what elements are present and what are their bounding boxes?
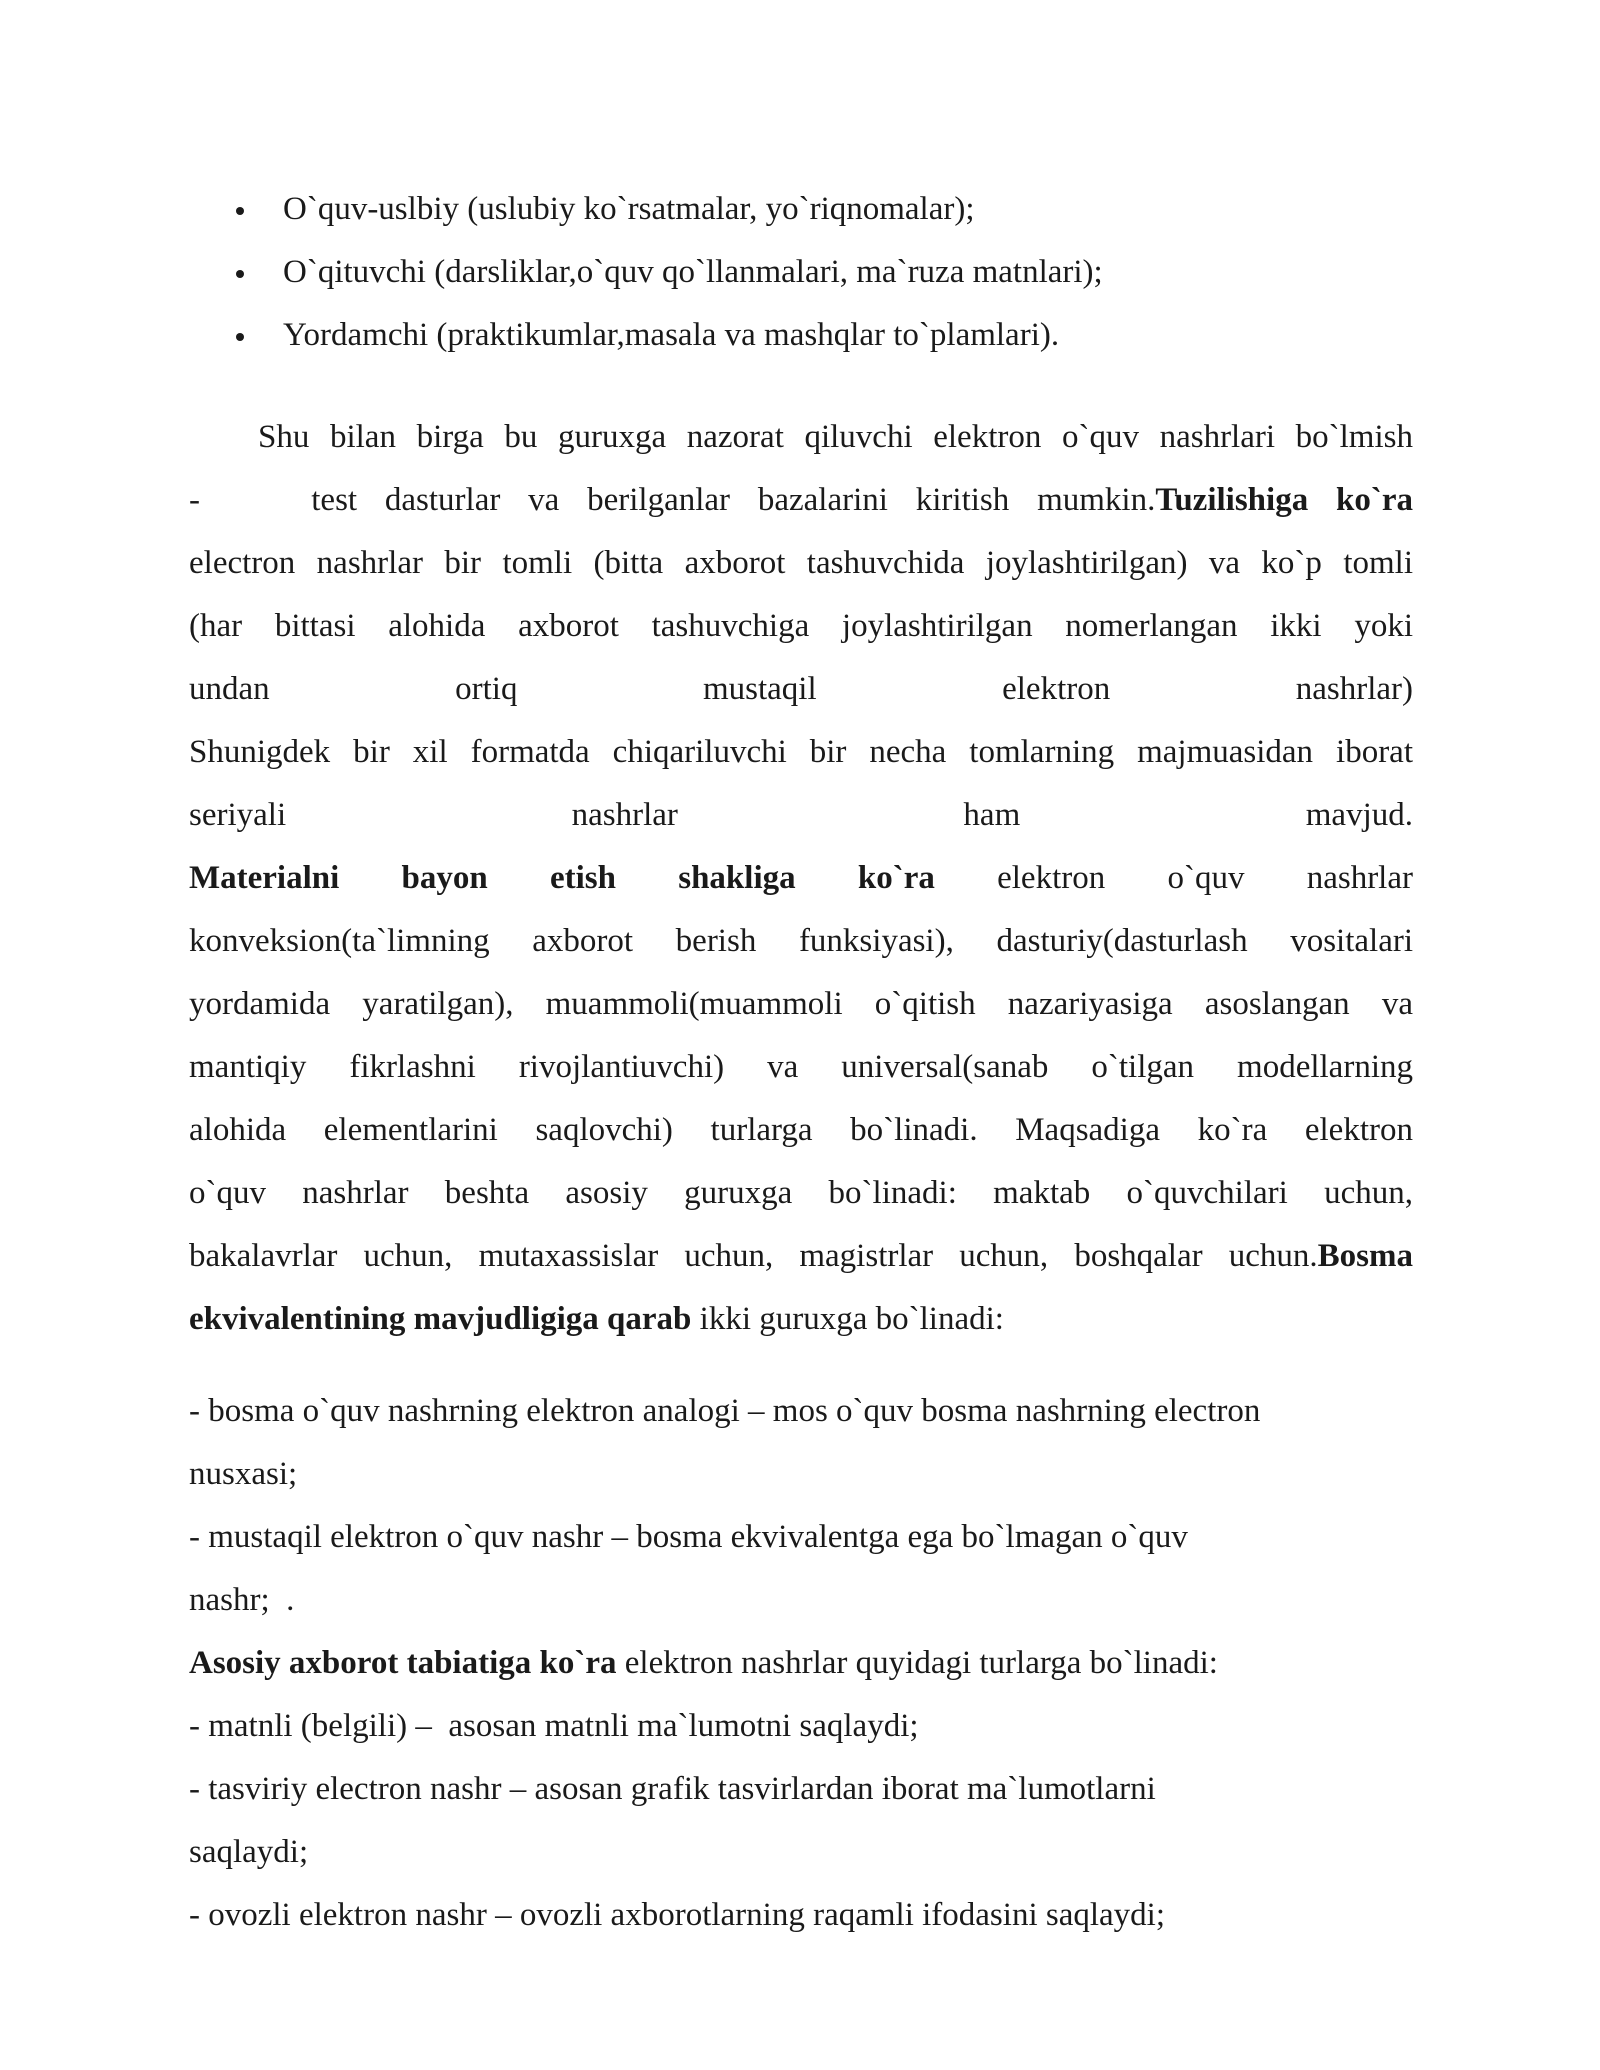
text-line: nashr; .: [189, 1582, 295, 1618]
list-item: [189, 304, 1413, 367]
list-item: [189, 241, 1413, 304]
bullet-list: [189, 178, 1413, 367]
paragraph-line: [189, 1225, 1413, 1288]
paragraph-line: [189, 1099, 1413, 1162]
bullet-icon: [236, 207, 244, 215]
paragraph-text: bakalavrlar uchun, mutaxassislar uchun, magistrlar uchun, boshqalar uchun.: [189, 1238, 1318, 1274]
text-line: - ovozli elektron nashr – ovozli axborotlarning raqamli ifodasini saqlaydi;: [189, 1897, 1165, 1933]
paragraph-line: [189, 973, 1413, 1036]
paragraph-line: [189, 532, 1413, 595]
list-item: [189, 178, 1413, 241]
bullet-icon: [236, 270, 244, 278]
paragraph-line: [189, 406, 1413, 469]
text-line: - bosma o`quv nashrning elektron analogi – mos o`quv bosma nashrning electron: [189, 1393, 1261, 1429]
paragraph-line: [189, 1288, 1413, 1351]
paragraph-line: [189, 595, 1413, 658]
paragraph-line: [189, 910, 1413, 973]
paragraph-line: [189, 721, 1413, 784]
paragraph-text: ikki guruxga bo`linadi:: [691, 1301, 1004, 1337]
paragraph-line: [189, 469, 1413, 532]
paragraph-text: yordamida yaratilgan), muammoli(muammoli o`qitish nazariyasiga asoslangan va: [189, 986, 1413, 1022]
bold-heading-nature: Asosiy axborot tabiatiga ko`ra: [189, 1645, 617, 1681]
paragraph-text: undan ortiq mustaqil elektron nashrlar): [189, 671, 1413, 707]
paragraph-text: electron nashrlar bir tomli (bitta axborot tashuvchida joylashtirilgan) va ko`p tomli: [189, 545, 1413, 581]
paragraph-line: [189, 784, 1413, 847]
bold-heading-structure: Tuzilishiga ko`ra: [1155, 482, 1413, 518]
lower-section: [189, 1380, 1413, 1947]
bold-heading-form: Materialni bayon etish shakliga ko`ra: [189, 860, 935, 896]
paragraph-text: alohida elementlarini saqlovchi) turlarga bo`linadi. Maqsadiga ko`ra elektron: [189, 1112, 1413, 1148]
paragraph-text: seriyali nashrlar ham mavjud.: [189, 797, 1413, 833]
text-line: nusxasi;: [189, 1456, 298, 1492]
paragraph-text: elektron o`quv nashrlar: [934, 860, 1413, 896]
text-line: saqlaydi;: [189, 1834, 309, 1870]
paragraph-line: [189, 1162, 1413, 1225]
paragraph-line: [189, 658, 1413, 721]
bold-heading-equivalent: Bosma: [1317, 1238, 1413, 1274]
paragraph-line: [189, 847, 1413, 910]
bullet-icon: [236, 333, 244, 341]
paragraph-text: Shunigdek bir xil formatda chiqariluvchi bir necha tomlarning majmuasidan iborat: [189, 734, 1413, 770]
paragraph-text: (har bittasi alohida axborot tashuvchiga joylashtirilgan nomerlangan ikki yoki: [189, 608, 1413, 644]
text-line: [189, 1632, 1413, 1695]
text-line: - tasviriy electron nashr – asosan grafik tasvirlardan iborat ma`lumotlarni: [189, 1771, 1156, 1807]
paragraph-text: konveksion(ta`limning axborot berish funksiyasi), dasturiy(dasturlash vositalari: [189, 923, 1413, 959]
paragraph-line: [189, 1036, 1413, 1099]
paragraph-text: Shu bilan birga bu guruxga nazorat qiluvchi elektron o`quv nashrlari bo`lmish: [258, 419, 1413, 455]
paragraph-text: elektron nashrlar quyidagi turlarga bo`linadi:: [616, 1645, 1218, 1681]
list-item-text: Yordamchi (praktikumlar,masala va mashqlar to`plamlari).: [283, 317, 1060, 353]
text-line: - matnli (belgili) – asosan matnli ma`lumotni saqlaydi;: [189, 1708, 919, 1744]
paragraph-text: - test dasturlar va berilganlar bazalarini kiritish mumkin.: [189, 482, 1156, 518]
paragraph-text: mantiqiy fikrlashni rivojlantiuvchi) va universal(sanab o`tilgan modellarning: [189, 1049, 1413, 1085]
paragraph-text: o`quv nashrlar beshta asosiy guruxga bo`linadi: maktab o`quvchilari uchun,: [189, 1175, 1413, 1211]
list-item-text: O`qituvchi (darsliklar,o`quv qo`llanmalari, ma`ruza matnlari);: [283, 254, 1103, 290]
bold-heading-equivalent: ekvivalentining mavjudligiga qarab: [189, 1301, 692, 1337]
text-line: - mustaqil elektron o`quv nashr – bosma ekvivalentga ega bo`lmagan o`quv: [189, 1519, 1188, 1555]
main-paragraph: [189, 406, 1413, 1351]
list-item-text: O`quv-uslbiy (uslubiy ko`rsatmalar, yo`riqnomalar);: [283, 191, 975, 227]
